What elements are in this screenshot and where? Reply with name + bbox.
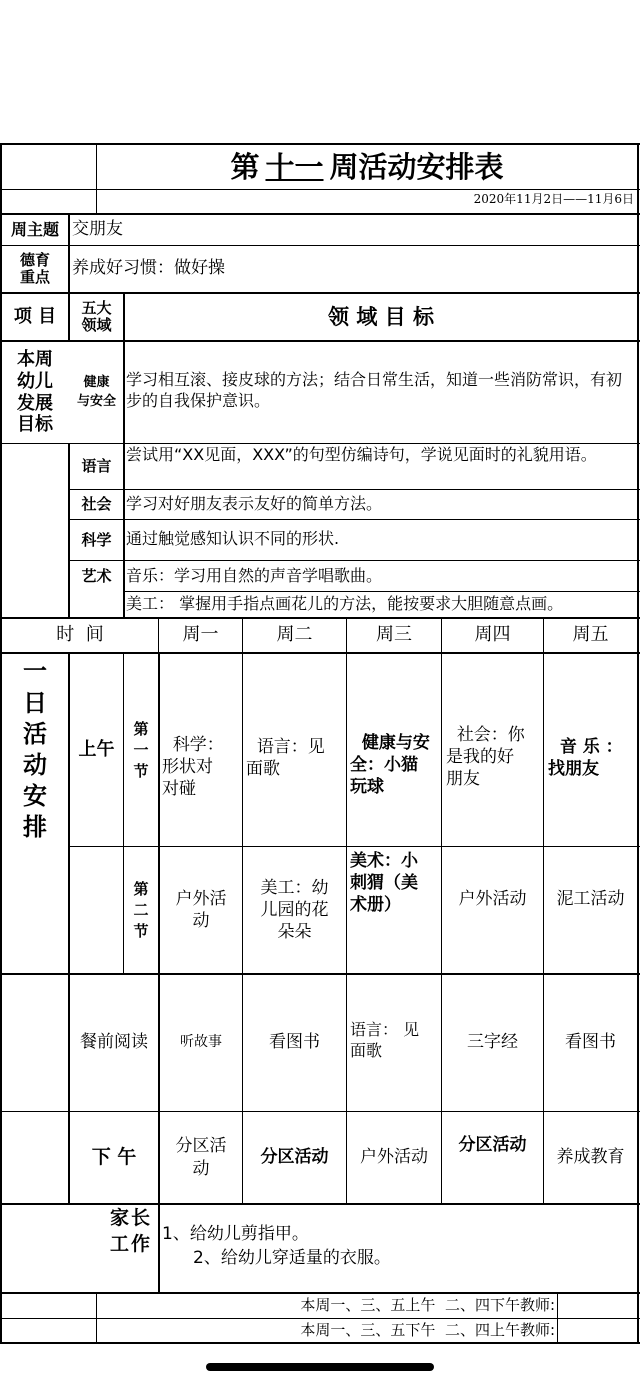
period1-wed-text: 健康与安 全：小猫 玩球 <box>350 733 430 798</box>
goal-text-handcraft: 美工： 掌握用手指点画花儿的方法，能按要求大胆随意点画。 <box>126 594 564 613</box>
goal-domain-science: 科学 <box>81 530 112 549</box>
parent-work-item-2: 2、给幼儿穿适量的衣服。 <box>193 1248 391 1268</box>
day-header-fri: 周五 <box>572 624 609 646</box>
afternoon-thu: 分区活动 <box>458 1135 527 1156</box>
period1-thu-text: 社会：你 是我的好 朋友 <box>446 725 525 790</box>
day-header-wed: 周三 <box>376 624 412 646</box>
period1-thu <box>446 702 542 790</box>
time-header: 时 间 <box>56 624 104 646</box>
period2-thu: 户外活动 <box>458 889 527 910</box>
period1-mon-text: 科学： 形状对 对碰 <box>162 735 224 800</box>
afternoon-wed: 户外活动 <box>360 1146 428 1167</box>
period1-fri-text: 音 乐 ： 找朋友 <box>548 737 623 780</box>
teacher-row-1: 本周一、三、五上午 二、四下午教师: <box>300 1296 555 1314</box>
period1-mon <box>162 712 240 800</box>
goals-label: 本周 幼儿 发展 目标 <box>17 349 53 436</box>
title-week: 十一 <box>265 149 324 184</box>
goal-domain-social: 社会 <box>81 495 112 514</box>
period1-fri <box>548 714 636 780</box>
period2-wed: 美术：小 刺猬（美 术册） <box>350 851 418 916</box>
title-prefix: 第 <box>230 149 260 184</box>
meal-reading-mon: 听故事 <box>180 1034 222 1051</box>
goal-domain-language: 语言 <box>81 457 112 476</box>
theme-label: 周主题 <box>10 220 59 239</box>
goal-text-music: 音乐：学习用自然的声音学唱歌曲。 <box>126 566 383 585</box>
daily-label: 一 日 活 动 安 排 <box>23 657 47 842</box>
period1-wed <box>350 710 440 798</box>
item-header: 项 目 <box>13 305 57 327</box>
meal-reading-wed: 语言： 见 面歌 <box>350 1020 420 1060</box>
afternoon-fri: 养成教育 <box>556 1146 625 1167</box>
goal-domain-health: 健康 与安全 <box>76 375 116 409</box>
goal-text-social: 学习对好朋友表示友好的简单方法。 <box>126 494 383 513</box>
page-title <box>97 145 637 189</box>
title-suffix: 周活动安排表 <box>329 149 504 184</box>
teacher-row-2: 本周一、三、五下午 二、四上午教师: <box>300 1321 555 1339</box>
goal-text-language: 尝试用“XX见面，XXX”的句型仿编诗句，学说见面时的礼貌用语。 <box>126 445 597 464</box>
meal-reading-thu: 三字经 <box>467 1032 518 1053</box>
day-header-thu: 周四 <box>474 624 511 646</box>
period2-label: 第 二 节 <box>133 879 149 940</box>
day-header-tue: 周二 <box>276 624 313 646</box>
afternoon-label: 下 午 <box>91 1145 137 1168</box>
home-indicator[interactable] <box>206 1363 434 1371</box>
period1-tue <box>246 714 344 780</box>
meal-reading-tue: 看图书 <box>269 1032 320 1053</box>
moral-label: 德育 重点 <box>19 250 50 286</box>
afternoon-tue: 分区活动 <box>260 1146 329 1167</box>
period1-tue-text: 语言：见 面歌 <box>246 737 325 780</box>
parent-work-item-1: 1、给幼儿剪指甲。 <box>162 1224 309 1244</box>
domains-header: 五大 领域 <box>81 298 112 334</box>
date-range: 2020年11月2日——11月6日 <box>473 192 634 206</box>
parent-work-label: 家长 工作 <box>109 1207 152 1255</box>
morning-label: 上午 <box>78 738 115 760</box>
goal-domain-art: 艺术 <box>81 566 112 585</box>
theme-value: 交朋友 <box>72 219 123 239</box>
moral-value: 养成好习惯：做好操 <box>72 258 225 278</box>
meal-reading-label: 餐前阅读 <box>80 1032 148 1053</box>
period2-fri: 泥工活动 <box>556 889 625 910</box>
meal-reading-fri: 看图书 <box>565 1032 616 1053</box>
afternoon-mon: 分区活 动 <box>175 1136 227 1179</box>
goals-header: 领 域 目 标 <box>328 304 434 329</box>
period2-tue: 美工：幼 儿园的花 朵朵 <box>260 877 329 943</box>
period2-mon: 户外活 动 <box>175 888 227 931</box>
period1-label: 第 一 节 <box>133 719 149 780</box>
goal-text-health: 学习相互滚、接皮球的方法；结合日常生活，知道一些消防常识，有初步的自我保护意识。 <box>126 370 623 410</box>
goal-text-science: 通过触觉感知认识不同的形状. <box>126 529 340 548</box>
day-header-mon: 周一 <box>182 624 219 646</box>
